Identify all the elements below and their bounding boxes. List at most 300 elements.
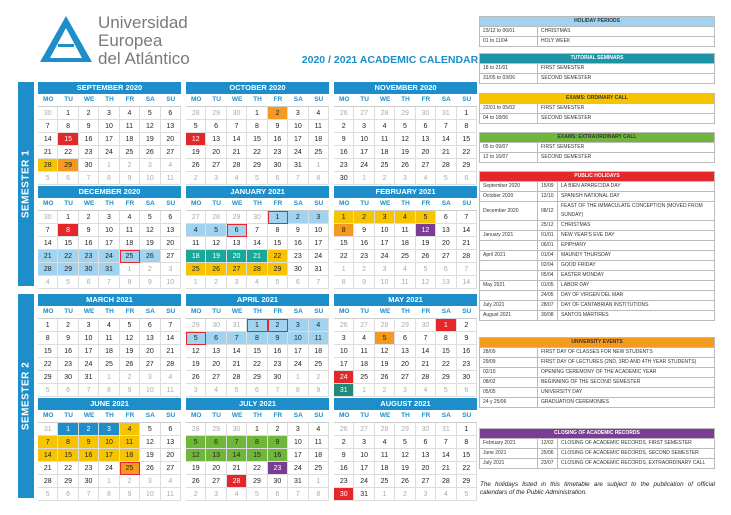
table-row <box>480 301 715 311</box>
day-cell: 5 <box>395 436 415 449</box>
day-cell: 10 <box>99 120 119 133</box>
day-cell: 29 <box>395 423 415 436</box>
day-cell: 10 <box>140 488 160 501</box>
table-cell: 01/04 <box>538 251 558 261</box>
day-cell: 10 <box>99 224 119 237</box>
table-cell: 01/05 <box>538 281 558 291</box>
day-cell: 21 <box>227 358 247 371</box>
day-cell: 16 <box>457 345 477 358</box>
day-cell: 20 <box>206 358 226 371</box>
day-cell: 22 <box>268 250 288 263</box>
day-cell: 8 <box>247 120 267 133</box>
month-3 <box>38 186 181 289</box>
weekday-header <box>38 94 181 106</box>
day-cell: 6 <box>79 276 99 289</box>
weekday-label: TH <box>105 200 114 207</box>
day-cell: 26 <box>395 475 415 488</box>
day-cell: 14 <box>227 345 247 358</box>
day-cell: 15 <box>457 133 477 146</box>
day-cell: 22 <box>247 146 267 159</box>
table-cell: May 2021 <box>480 281 538 291</box>
day-cell: 4 <box>416 384 436 397</box>
table-cell: August 2021 <box>480 311 538 321</box>
weekday-header <box>186 306 329 318</box>
holiday-periods-title: HOLIDAY PERIODS <box>480 17 715 27</box>
day-cell: 19 <box>120 345 140 358</box>
day-cell: 6 <box>436 211 456 224</box>
day-cell: 4 <box>206 384 226 397</box>
day-cell: 21 <box>38 250 58 263</box>
day-cell: 25 <box>354 371 374 384</box>
day-cell: 29 <box>58 263 78 276</box>
table-cell: 15/09 <box>538 182 558 192</box>
day-cell: 5 <box>416 263 436 276</box>
weekday-label: FR <box>273 308 283 315</box>
day-cell: 2 <box>268 423 288 436</box>
weekday-label: MO <box>42 412 54 419</box>
day-cell: 16 <box>79 449 99 462</box>
holiday-desc: CHRISTMAS <box>538 27 715 37</box>
day-cell: 1 <box>99 159 119 172</box>
day-cell: 24 <box>99 250 119 263</box>
day-cell: 2 <box>206 276 226 289</box>
extraordinary-call-title: EXAMS: EXTRAORDINARY CALL <box>480 133 715 143</box>
day-cell: 12 <box>186 133 206 146</box>
table-cell: 02/04 <box>538 261 558 271</box>
day-cell: 28 <box>186 423 206 436</box>
day-cell: 11 <box>309 436 329 449</box>
day-cell: 4 <box>375 120 395 133</box>
day-cell: 1 <box>99 371 119 384</box>
day-cell: 14 <box>38 133 58 146</box>
day-cell: 11 <box>186 237 206 250</box>
table-row <box>480 114 715 124</box>
day-cell: 12 <box>395 449 415 462</box>
table-cell: 24/05 <box>538 291 558 301</box>
day-cell: 19 <box>395 146 415 159</box>
day-cell: 9 <box>309 384 329 397</box>
day-cell: 24 <box>354 159 374 172</box>
day-cell: 27 <box>161 250 181 263</box>
day-cell: 16 <box>268 345 288 358</box>
day-cell: 13 <box>395 345 415 358</box>
weekday-label: TH <box>105 308 114 315</box>
table-cell: 08/02 <box>480 378 538 388</box>
day-cell: 23 <box>334 475 354 488</box>
table-row <box>480 37 715 47</box>
day-cell: 26 <box>120 358 140 371</box>
day-grid <box>334 106 477 185</box>
day-cell: 24 <box>79 358 99 371</box>
day-cell: 2 <box>268 319 288 332</box>
day-cell: 9 <box>457 332 477 345</box>
day-cell: 4 <box>161 475 181 488</box>
weekday-label: WE <box>231 96 243 103</box>
weekday-label: MO <box>338 200 350 207</box>
day-cell: 2 <box>375 384 395 397</box>
day-cell: 30 <box>79 263 99 276</box>
ordinary-call-table <box>479 93 715 124</box>
day-cell: 20 <box>395 358 415 371</box>
day-cell: 2 <box>354 263 374 276</box>
day-cell: 2 <box>140 263 160 276</box>
day-cell: 18 <box>99 345 119 358</box>
day-cell: 7 <box>436 120 456 133</box>
weekday-label: MO <box>42 200 54 207</box>
day-cell: 13 <box>161 120 181 133</box>
day-cell: 28 <box>38 159 58 172</box>
weekday-label: WE <box>379 412 391 419</box>
exam-date: 22/01 to 05/02 <box>480 104 538 114</box>
weekday-label: SA <box>441 200 451 207</box>
table-cell: 06/01 <box>538 241 558 251</box>
holiday-date: 01 to 11/04 <box>480 37 538 47</box>
day-cell: 10 <box>375 224 395 237</box>
weekday-label: MO <box>190 200 202 207</box>
weekday-label: TH <box>401 308 410 315</box>
weekday-label: TH <box>401 412 410 419</box>
day-cell: 19 <box>375 358 395 371</box>
month-7 <box>186 294 329 397</box>
day-cell: 24 <box>288 462 308 475</box>
month-6 <box>38 294 181 397</box>
day-cell: 11 <box>375 449 395 462</box>
day-cell: 13 <box>436 276 456 289</box>
day-cell: 4 <box>120 423 140 436</box>
day-cell: 8 <box>58 436 78 449</box>
day-cell: 29 <box>58 159 78 172</box>
day-cell: 6 <box>247 384 267 397</box>
day-cell: 1 <box>38 319 58 332</box>
weekday-label: MO <box>190 412 202 419</box>
day-cell: 16 <box>79 237 99 250</box>
day-cell: 26 <box>416 250 436 263</box>
day-cell: 4 <box>375 436 395 449</box>
day-cell: 7 <box>457 263 477 276</box>
day-cell: 8 <box>436 332 456 345</box>
day-cell: 28 <box>227 159 247 172</box>
month-4 <box>186 186 329 289</box>
weekday-label: WE <box>83 308 95 315</box>
day-cell: 12 <box>416 276 436 289</box>
exam-date: 12 to 16/07 <box>480 153 538 163</box>
weekday-header <box>334 198 477 210</box>
day-cell: 14 <box>38 237 58 250</box>
day-cell: 9 <box>79 436 99 449</box>
day-cell: 21 <box>227 146 247 159</box>
day-cell: 2 <box>120 159 140 172</box>
day-cell: 7 <box>38 120 58 133</box>
day-cell: 12 <box>416 224 436 237</box>
day-cell: 27 <box>416 159 436 172</box>
day-cell: 8 <box>457 436 477 449</box>
day-cell: 6 <box>288 276 308 289</box>
day-cell: 8 <box>334 224 354 237</box>
day-cell: 2 <box>79 107 99 120</box>
weekday-label: SU <box>462 200 472 207</box>
day-cell: 27 <box>227 263 247 276</box>
day-cell: 27 <box>206 159 226 172</box>
day-cell: 6 <box>140 319 160 332</box>
day-cell: 30 <box>334 172 354 185</box>
day-cell: 8 <box>120 276 140 289</box>
day-cell: 28 <box>38 263 58 276</box>
weekday-label: MO <box>190 96 202 103</box>
day-cell: 28 <box>416 371 436 384</box>
day-cell: 28 <box>227 371 247 384</box>
weekday-label: SA <box>145 308 155 315</box>
day-cell: 1 <box>309 475 329 488</box>
weekday-label: SA <box>441 308 451 315</box>
day-cell: 19 <box>140 237 160 250</box>
day-cell: 27 <box>161 462 181 475</box>
day-cell: 2 <box>58 319 78 332</box>
day-cell: 20 <box>436 237 456 250</box>
day-cell: 9 <box>334 449 354 462</box>
month-title: APRIL 2021 <box>186 294 329 306</box>
month-8 <box>334 294 477 397</box>
month-title: MAY 2021 <box>334 294 477 306</box>
weekday-header <box>186 94 329 106</box>
table-row <box>480 241 715 251</box>
table-row <box>480 231 715 241</box>
day-cell: 27 <box>140 358 160 371</box>
day-cell: 5 <box>58 276 78 289</box>
day-cell: 14 <box>436 133 456 146</box>
weekday-label: SA <box>145 412 155 419</box>
day-cell: 28 <box>436 159 456 172</box>
day-cell: 21 <box>416 358 436 371</box>
day-cell: 2 <box>309 371 329 384</box>
day-cell: 31 <box>38 423 58 436</box>
day-cell: 30 <box>247 211 267 224</box>
day-cell: 29 <box>247 371 267 384</box>
day-cell: 7 <box>227 332 247 345</box>
day-cell: 6 <box>416 436 436 449</box>
month-title: OCTOBER 2020 <box>186 82 329 94</box>
day-cell: 24 <box>288 146 308 159</box>
semester-2-bar <box>18 294 34 498</box>
weekday-label: MO <box>42 96 54 103</box>
weekday-label: TU <box>360 96 369 103</box>
day-cell: 29 <box>268 263 288 276</box>
weekday-label: TU <box>360 200 369 207</box>
day-cell: 23 <box>79 462 99 475</box>
day-cell: 28 <box>186 107 206 120</box>
day-cell: 25 <box>120 462 140 475</box>
day-cell: 9 <box>79 120 99 133</box>
closing-records-title: CLOSING OF ACADEMIC RECORDS <box>480 429 715 439</box>
day-cell: 5 <box>247 488 267 501</box>
day-cell: 30 <box>416 423 436 436</box>
day-cell: 18 <box>375 462 395 475</box>
day-cell: 13 <box>140 332 160 345</box>
day-cell: 12 <box>140 436 160 449</box>
table-row <box>480 449 715 459</box>
day-cell: 15 <box>58 133 78 146</box>
day-cell: 20 <box>227 250 247 263</box>
day-cell: 2 <box>334 436 354 449</box>
month-title: NOVEMBER 2020 <box>334 82 477 94</box>
weekday-header <box>38 198 181 210</box>
day-cell: 18 <box>120 133 140 146</box>
table-cell: LA BIEN APARECIDA DAY <box>558 182 715 192</box>
weekday-label: SU <box>314 200 324 207</box>
day-cell: 24 <box>309 250 329 263</box>
table-cell: EPIPHANY <box>558 241 715 251</box>
day-cell: 11 <box>375 133 395 146</box>
day-cell: 4 <box>120 211 140 224</box>
table-row <box>480 388 715 398</box>
table-cell: June 2021 <box>480 449 538 459</box>
day-cell: 28 <box>206 211 226 224</box>
table-cell: EASTER MONDAY <box>558 271 715 281</box>
day-cell: 19 <box>206 250 226 263</box>
day-cell: 19 <box>186 358 206 371</box>
day-cell: 3 <box>140 475 160 488</box>
day-cell: 23 <box>58 358 78 371</box>
month-title: JUNE 2021 <box>38 398 181 410</box>
day-cell: 17 <box>99 133 119 146</box>
day-cell: 26 <box>395 159 415 172</box>
day-cell: 14 <box>416 345 436 358</box>
day-cell: 8 <box>268 224 288 237</box>
day-cell: 9 <box>354 224 374 237</box>
day-cell: 3 <box>161 263 181 276</box>
day-cell: 25 <box>99 358 119 371</box>
day-cell: 17 <box>354 146 374 159</box>
day-cell: 2 <box>186 172 206 185</box>
day-cell: 20 <box>161 237 181 250</box>
day-cell: 29 <box>247 475 267 488</box>
day-cell: 15 <box>457 449 477 462</box>
day-cell: 1 <box>120 263 140 276</box>
day-cell: 7 <box>161 319 181 332</box>
table-cell: GRADUATION CEREMONIES <box>538 398 715 408</box>
logo-line-1: Universidad <box>98 13 188 32</box>
day-cell: 3 <box>288 107 308 120</box>
day-cell: 6 <box>161 107 181 120</box>
weekday-label: TH <box>105 412 114 419</box>
day-cell: 22 <box>436 358 456 371</box>
day-cell: 21 <box>457 237 477 250</box>
day-cell: 19 <box>186 146 206 159</box>
day-cell: 21 <box>161 345 181 358</box>
day-cell: 25 <box>375 475 395 488</box>
day-cell: 4 <box>227 488 247 501</box>
day-cell: 10 <box>161 276 181 289</box>
day-cell: 19 <box>140 133 160 146</box>
weekday-label: TU <box>64 96 73 103</box>
semester-2-label: SEMESTER 2 <box>20 361 32 431</box>
weekday-label: TH <box>401 200 410 207</box>
table-row <box>480 143 715 153</box>
weekday-label: MO <box>338 96 350 103</box>
day-cell: 14 <box>38 449 58 462</box>
day-cell: 2 <box>268 107 288 120</box>
day-cell: 28 <box>457 250 477 263</box>
day-cell: 9 <box>140 276 160 289</box>
weekday-label: WE <box>379 308 391 315</box>
weekday-label: SA <box>293 200 303 207</box>
day-cell: 5 <box>186 436 206 449</box>
day-cell: 25 <box>120 250 140 263</box>
day-cell: 18 <box>309 345 329 358</box>
day-cell: 6 <box>161 423 181 436</box>
weekday-header <box>186 198 329 210</box>
table-row <box>480 27 715 37</box>
day-cell: 7 <box>288 488 308 501</box>
day-cell: 8 <box>99 488 119 501</box>
table-row <box>480 261 715 271</box>
day-cell: 12 <box>140 224 160 237</box>
day-cell: 6 <box>457 172 477 185</box>
month-title: SEPTEMBER 2020 <box>38 82 181 94</box>
day-cell: 7 <box>38 224 58 237</box>
day-cell: 31 <box>79 371 99 384</box>
day-cell: 15 <box>38 345 58 358</box>
day-cell: 23 <box>354 250 374 263</box>
table-row <box>480 368 715 378</box>
day-cell: 12 <box>186 449 206 462</box>
day-cell: 21 <box>436 462 456 475</box>
day-cell: 30 <box>206 319 226 332</box>
day-cell: 7 <box>99 276 119 289</box>
day-cell: 14 <box>457 224 477 237</box>
day-cell: 1 <box>354 172 374 185</box>
weekday-label: MO <box>338 308 350 315</box>
day-cell: 1 <box>247 107 267 120</box>
day-cell: 14 <box>457 276 477 289</box>
semester-1-label: SEMESTER 1 <box>20 149 32 219</box>
day-cell: 2 <box>120 475 140 488</box>
day-cell: 23 <box>268 358 288 371</box>
day-cell: 11 <box>161 172 181 185</box>
table-row <box>480 74 715 84</box>
day-cell: 2 <box>375 172 395 185</box>
day-cell: 5 <box>227 384 247 397</box>
day-cell: 30 <box>288 263 308 276</box>
day-cell: 3 <box>334 332 354 345</box>
weekday-header <box>38 306 181 318</box>
day-cell: 18 <box>375 146 395 159</box>
table-cell: SPANISH NATIONAL DAY <box>558 192 715 202</box>
day-cell: 20 <box>140 345 160 358</box>
weekday-label: SU <box>166 412 176 419</box>
day-cell: 5 <box>416 211 436 224</box>
day-cell: 23 <box>268 146 288 159</box>
day-cell: 3 <box>79 319 99 332</box>
day-cell: 12 <box>140 120 160 133</box>
extraordinary-call-table <box>479 132 715 163</box>
day-cell: 30 <box>334 488 354 501</box>
table-cell: DAY OF CANTABRIAN INSTITUTIONS <box>558 301 715 311</box>
weekday-label: SA <box>145 200 155 207</box>
day-cell: 20 <box>206 462 226 475</box>
day-cell: 10 <box>99 436 119 449</box>
table-row <box>480 378 715 388</box>
day-cell: 19 <box>186 462 206 475</box>
weekday-label: WE <box>83 96 95 103</box>
day-cell: 29 <box>58 475 78 488</box>
day-cell: 2 <box>120 371 140 384</box>
day-cell: 4 <box>416 172 436 185</box>
closing-records-table <box>479 428 715 469</box>
day-cell: 24 <box>354 475 374 488</box>
day-cell: 8 <box>247 332 267 345</box>
table-row <box>480 153 715 163</box>
table-row <box>480 439 715 449</box>
